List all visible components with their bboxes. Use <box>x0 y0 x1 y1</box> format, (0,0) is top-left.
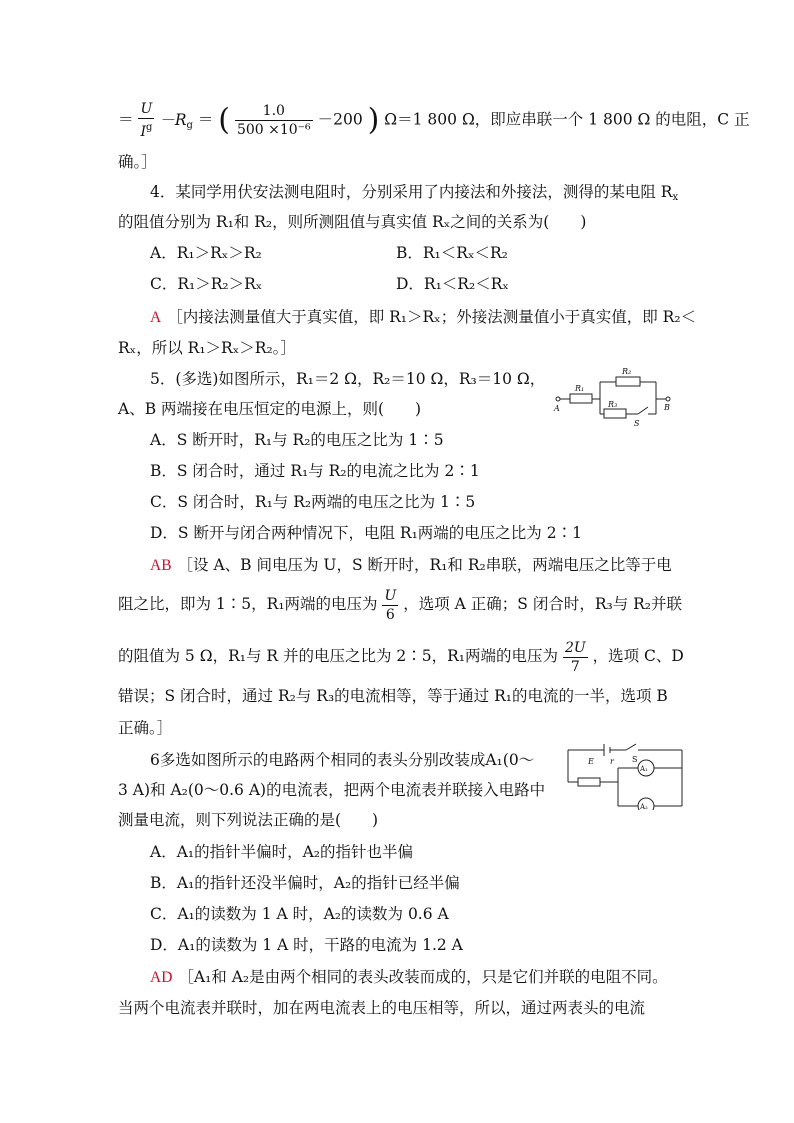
q4-option-b: B．R₁＜Rₓ＜R₂ <box>396 244 508 262</box>
q5-explanation-line5: 正确。］ <box>118 719 173 737</box>
q6-label-a1: A₁ <box>640 765 648 773</box>
q6-circuit-diagram <box>566 740 684 810</box>
q5-label-r2: R₂ <box>622 367 632 376</box>
q5-explanation-line3: 的阻值为 5 Ω，R₁与 R 并的电压之比为 2∶5，R₁两端的电压为 $\frac{2U}{7}$ ，选项 C、D <box>118 639 684 675</box>
q4-option-d: D．R₁＜R₂＜Rₓ <box>396 275 509 293</box>
prev-solution-equation: ＝ $\frac{U}{I^g}$ $-R_g$ ＝ ( $\frac{1.0}{\text{500 ×10⁻⁶}}$ －200 ) Ω＝1 800 Ω，即应串联一个 1 800 Ω 的电阻，C 正 <box>118 101 750 140</box>
q5-explanation-line1: AB ［设 A、B 间电压为 U，S 断开时，R₁和 R₂串联，两端电压之比等于电 <box>150 556 672 574</box>
q5-label-r3: R₃ <box>608 400 618 409</box>
q5-answer: AB <box>150 557 172 574</box>
eq-sign: ＝ <box>118 110 134 129</box>
q5-option-d: D．S 断开与闭合两种情况下，电阻 R₁两端的电压之比为 2∶1 <box>150 524 582 542</box>
q6-option-a: A．A₁的指针半偏时，A₂的指针也半偏 <box>150 843 414 861</box>
q5-stem-line1: 5．(多选)如图所示，R₁＝2 Ω，R₂＝10 Ω，R₃＝10 Ω， <box>150 370 546 388</box>
q5-option-a: A．S 断开时，R₁与 R₂的电压之比为 1∶5 <box>150 431 444 449</box>
q6-option-b: B．A₁的指针还没半偏时，A₂的指针已经半偏 <box>150 874 460 892</box>
q6-label-s: S <box>632 755 638 764</box>
q6-label-e: E <box>588 757 594 766</box>
fraction-u-over-ig: $\frac{U}{I^g}$ <box>140 101 153 140</box>
q6-answer: AD <box>150 969 173 986</box>
prev-solution-end: 确。］ <box>118 153 157 171</box>
q5-label-s: S <box>634 419 640 428</box>
q5-explanation-line2: 阻之比，即为 1∶5，R₁两端的电压为 $\frac{U}{6}$ ，选项 A 正确；S 闭合时，R₃与 R₂并联 <box>118 587 683 623</box>
q6-label-a2: A₂ <box>640 803 648 810</box>
q4-stem-line1: 4．某同学用伏安法测电阻时，分别采用了内接法和外接法，测得的某电阻 $R_x$ <box>150 183 679 203</box>
q6-stem-line3: 测量电流，则下列说法正确的是( ) <box>118 811 379 829</box>
q6-explanation-line2: 当两个电流表并联时，加在两电流表上的电压相等，所以，通过两表头的电流 <box>118 999 646 1017</box>
q6-option-c: C．A₁的读数为 1 A 时，A₂的读数为 0.6 A <box>150 905 449 923</box>
q4-stem-line2: 的阻值分别为 R₁和 R₂，则所测阻值与真实值 Rₓ之间的关系为( ) <box>118 213 587 231</box>
q5-label-r1: R₁ <box>575 384 585 393</box>
q6-stem-line1: 6多选如图所示的电路两个相同的表头分别改装成A₁(0～ <box>150 751 535 769</box>
q6-option-d: D．A₁的读数为 1 A 时，干路的电流为 1.2 A <box>150 936 463 954</box>
q5-stem-line2: A、B 两端接在电压恒定的电源上，则( ) <box>118 400 422 418</box>
fraction-value: $\frac{1.0}{\text{500 ×10⁻⁶}}$ <box>236 103 311 138</box>
q4-answer: A <box>150 309 162 326</box>
q5-circuit-diagram <box>548 362 688 430</box>
q5-explanation-line4: 错误；S 闭合时，通过 R₂与 R₃的电流相等，等于通过 R₁的电流的一半，选项 B <box>118 687 668 705</box>
q4-option-c: C．R₁＞R₂＞Rₓ <box>150 275 263 293</box>
q6-stem-line2: 3 A)和 A₂(0～0.6 A)的电流表，把两个电流表并联接入电路中 <box>118 781 546 799</box>
q5-label-a: A <box>554 404 560 413</box>
q6-label-r: r <box>610 757 614 766</box>
q4-option-a: A．R₁＞Rₓ＞R₂ <box>150 244 262 262</box>
q5-option-b: B．S 闭合时，通过 R₁与 R₂的电流之比为 2∶1 <box>150 462 480 480</box>
q5-label-b: B <box>664 403 670 412</box>
q4-explanation-line1: A ［内接法测量值大于真实值，即 R₁＞Rₓ；外接法测量值小于真实值，即 R₂＜ <box>150 308 697 326</box>
q4-explanation-line2: Rₓ，所以 R₁＞Rₓ＞R₂。］ <box>118 339 296 357</box>
q5-option-c: C．S 闭合时，R₁与 R₂两端的电压之比为 1∶5 <box>150 493 476 511</box>
q6-explanation-line1: AD ［A₁和 A₂是由两个相同的表头改装而成的，只是它们并联的电阻不同。 <box>150 968 668 986</box>
